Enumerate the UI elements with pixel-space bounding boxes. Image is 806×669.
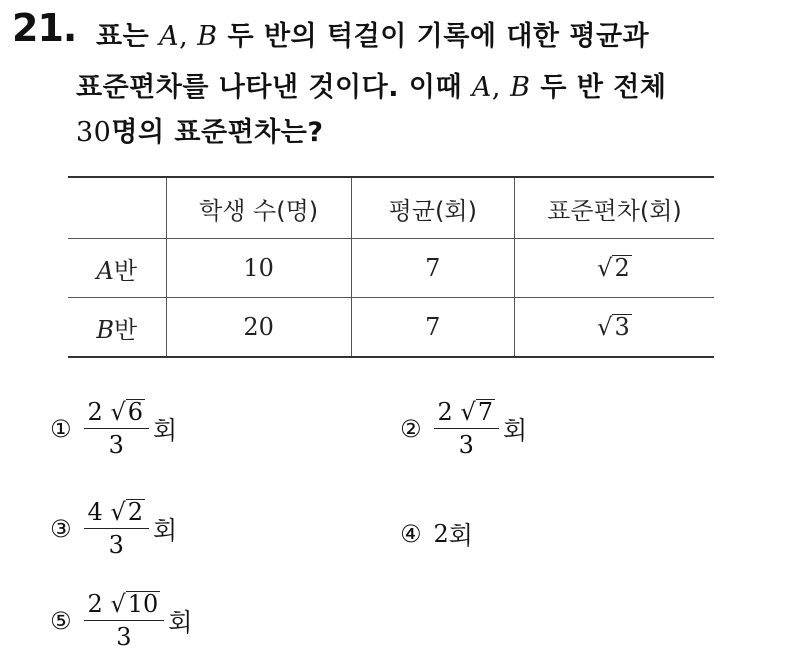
coefficient: 4 bbox=[87, 498, 103, 526]
choice-label: ⑤ bbox=[50, 606, 72, 635]
radicand: 2 bbox=[614, 254, 630, 282]
question-number: 21. bbox=[12, 6, 77, 50]
radicand: 7 bbox=[477, 398, 494, 426]
fraction bbox=[434, 398, 500, 459]
radical-sign: √ bbox=[597, 254, 613, 282]
students-cell: 10 bbox=[166, 239, 351, 298]
choice-label: ③ bbox=[50, 514, 72, 543]
choice-label: ② bbox=[400, 414, 422, 443]
radical-sign: √ bbox=[460, 398, 476, 426]
table-row bbox=[68, 239, 714, 298]
stats-table bbox=[68, 176, 714, 358]
choice-label: ④ bbox=[400, 520, 422, 548]
table-header-mean: 평균(회) bbox=[351, 177, 514, 239]
denominator: 3 bbox=[108, 531, 124, 559]
choice-2[interactable] bbox=[400, 398, 527, 459]
class-a-symbol: A bbox=[159, 21, 180, 52]
sd-cell bbox=[514, 298, 714, 358]
table-header-row bbox=[68, 177, 714, 239]
table-header-sd: 표준편차(회) bbox=[514, 177, 714, 239]
radicand: 3 bbox=[614, 313, 630, 341]
numerator bbox=[84, 398, 150, 429]
choice-3[interactable] bbox=[50, 498, 177, 559]
table-header-students: 학생 수(명) bbox=[166, 177, 351, 239]
table-row bbox=[68, 298, 714, 358]
choice-5[interactable] bbox=[50, 590, 192, 651]
radical-sign: √ bbox=[110, 398, 126, 426]
choice-value: 2 bbox=[433, 520, 449, 548]
sqrt-expression bbox=[110, 398, 145, 426]
class-var: A bbox=[96, 256, 114, 285]
question-text-line-2 bbox=[76, 65, 666, 104]
mean-cell: 7 bbox=[351, 298, 514, 358]
denominator: 3 bbox=[108, 431, 124, 459]
class-cell bbox=[68, 239, 166, 298]
class-b-symbol: B bbox=[510, 72, 531, 103]
unit-label: 회 bbox=[168, 607, 193, 637]
question-text-line-3 bbox=[76, 110, 324, 149]
class-a-symbol: A bbox=[471, 72, 492, 103]
fraction bbox=[84, 398, 150, 459]
radicand: 2 bbox=[127, 498, 144, 526]
unit-label: 회 bbox=[503, 415, 528, 445]
sqrt-expression bbox=[110, 590, 160, 618]
sqrt-expression bbox=[597, 313, 632, 341]
numerator bbox=[434, 398, 500, 429]
unit-label: 회 bbox=[153, 415, 178, 445]
coefficient: 2 bbox=[87, 590, 103, 618]
fraction bbox=[84, 590, 165, 651]
students-cell: 20 bbox=[166, 298, 351, 358]
fraction bbox=[84, 498, 150, 559]
unit-label: 회 bbox=[448, 521, 473, 550]
sqrt-expression bbox=[460, 398, 495, 426]
question-text-line-1 bbox=[96, 14, 649, 53]
question-text: 두 반의 턱걸이 기록에 대한 평균과 bbox=[217, 21, 650, 52]
sqrt-expression bbox=[597, 254, 632, 282]
class-cell bbox=[68, 298, 166, 358]
denominator: 3 bbox=[458, 431, 474, 459]
student-count: 30 bbox=[76, 117, 112, 148]
class-var: B bbox=[96, 315, 114, 344]
numerator bbox=[84, 498, 150, 529]
denominator: 3 bbox=[116, 623, 132, 651]
choice-1[interactable] bbox=[50, 398, 177, 459]
class-suffix: 반 bbox=[114, 315, 138, 344]
radicand: 10 bbox=[127, 590, 159, 618]
table-header-empty bbox=[68, 177, 166, 239]
radicand: 6 bbox=[127, 398, 144, 426]
question-text: 두 반 전체 bbox=[530, 72, 667, 103]
coefficient: 2 bbox=[437, 398, 453, 426]
radical-sign: √ bbox=[597, 313, 613, 341]
question-text: 표는 bbox=[96, 21, 160, 52]
unit-label: 회 bbox=[153, 515, 178, 545]
choice-label: ① bbox=[50, 414, 72, 443]
comma: , bbox=[179, 21, 198, 52]
choice-4[interactable] bbox=[400, 516, 473, 552]
class-suffix: 반 bbox=[113, 256, 138, 285]
radical-sign: √ bbox=[110, 590, 126, 618]
question-text: 명의 표준편차는? bbox=[111, 117, 324, 148]
class-b-symbol: B bbox=[197, 21, 218, 52]
radical-sign: √ bbox=[110, 498, 126, 526]
numerator bbox=[84, 590, 165, 621]
sd-cell bbox=[514, 239, 714, 298]
question-text: 표준편차를 나타낸 것이다. 이때 bbox=[76, 72, 472, 103]
comma: , bbox=[491, 72, 511, 103]
mean-cell: 7 bbox=[351, 239, 514, 298]
coefficient: 2 bbox=[87, 398, 103, 426]
sqrt-expression bbox=[110, 498, 145, 526]
